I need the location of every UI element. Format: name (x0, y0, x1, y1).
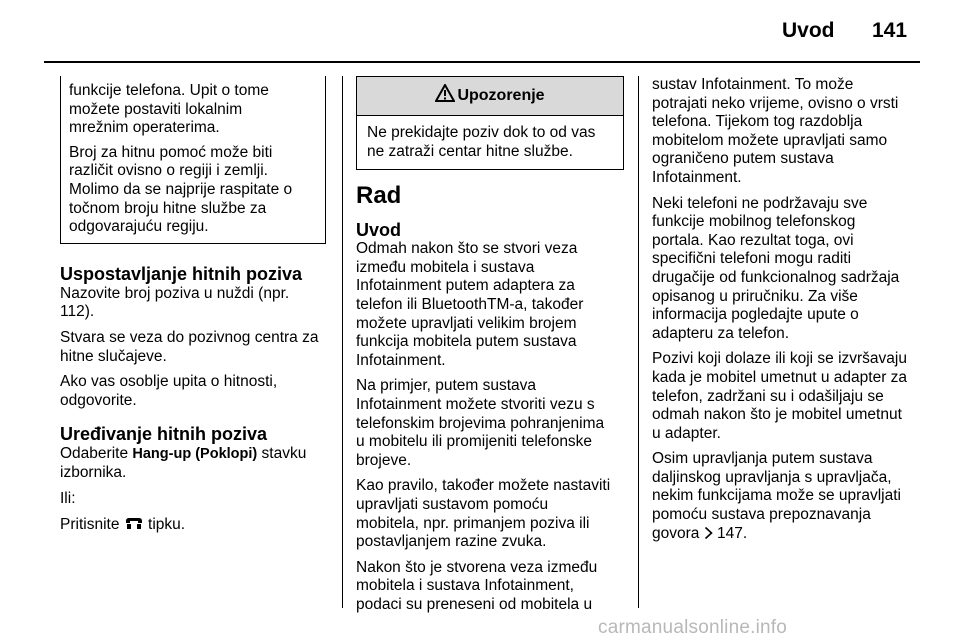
column-2 (356, 76, 624, 621)
menu-item-name: Hang-up (Poklopi) (132, 446, 258, 463)
warning-body: Ne prekidajte poziv dok to od vas ne zatraži centar hitne službe. (367, 124, 596, 160)
column-1 (60, 76, 326, 544)
section-end-call (60, 424, 326, 536)
paragraph: sustav Infotainment. To može potrajati neko vrijeme, ovisno o vrsti telefona. Tijekom tog razdoblja mobitelom možete upravljati samo ograničeno putem sustava Infotainment. (652, 76, 899, 186)
paragraph: Ako vas osoblje upita o hitnosti, odgovorite. (60, 373, 278, 409)
column-divider (342, 76, 343, 608)
paragraph: Pritisnite tipku. (60, 515, 326, 537)
paragraph: Neki telefoni ne podržavaju sve funkcije mobilnog telefonskog portala. Kao rezultat toga, ovi specifični telefoni mogu raditi drugačije od funkcionalnog sadržaja opisanog u priručniku. Za više informacija pogledajte upute o adapteru za telefon. (652, 194, 900, 342)
paragraph: Ili: (60, 489, 76, 507)
paragraph: Osim upravljanja putem sustava daljinskog upravljanja s upravljača, nekim funkcijama može se upravljati pomoću sustava prepoznavanja govora 147. (652, 450, 924, 545)
paragraph: Pozivi koji dolaze ili koji se izvršavaju kada je mobitel umetnut u adapter za telefon, zadržani su i odašiljaju se odmah nakon što je mobitel umetnut u adapter. (652, 350, 908, 442)
hang-up-phone-icon (124, 515, 144, 537)
paragraph: Stvara se veza do pozivnog centra za hitne slučajeve. (60, 328, 319, 365)
page-reference[interactable]: 147. (712, 524, 748, 542)
page-number: 141 (872, 19, 908, 42)
heading: Uspostavljanje hitnih poziva (60, 263, 303, 284)
subheading: Uvod (356, 220, 401, 241)
paragraph: Kao pravilo, također možete nastaviti upravljati sustavom pomoću mobitela, npr. primanjem poziva ili postavljanjem razine zvuka. (356, 477, 611, 551)
paragraph: Na primjer, putem sustava Infotainment možete stvoriti vezu s telefonskim brojevima pohranjenima u mobitelu ili promijeniti telefonske brojeve. (356, 377, 605, 469)
paragraph: Nazovite broj poziva u nuždi (npr. 112). (60, 284, 290, 321)
paragraph: Nakon što je stvorena veza između mobitela i sustava Infotainment, podaci su preneseni od mobitela u (356, 558, 598, 613)
section-title: Uvod (782, 19, 835, 42)
note-box (60, 76, 326, 244)
header-rule (44, 61, 920, 63)
page-reference-arrow-icon (704, 526, 713, 546)
column-3 (652, 76, 924, 552)
heading: Uređivanje hitnih poziva (60, 424, 268, 445)
section-emergency-call (60, 264, 326, 411)
paragraph: Odmah nakon što se stvori veza između mobitela i sustava Infotainment putem adaptera za telefon ili BluetoothTM-a, također možete upravljati velikim brojem funkcija mobitela putem sustava Infotainment. (356, 240, 584, 369)
note-paragraph: Broj za hitnu pomoć može biti različit ovisno o regiji i zemlji. Molimo da se najprije raspitate o točnom broju hitne službe za odgovarajuću regiju. (69, 143, 293, 236)
chapter-heading: Rad (356, 182, 402, 210)
column-divider (638, 76, 639, 608)
warning-header (357, 77, 623, 116)
warning-title: Upozorenje (457, 86, 545, 104)
paragraph: Odaberite Hang-up (Poklopi) stavku izbornika. (60, 445, 307, 481)
watermark-text: carmanualsonline.info (598, 617, 788, 638)
warning-box (356, 76, 624, 170)
note-paragraph: funkcije telefona. Upit o tome možete postaviti lokalnim mrežnim operaterima. (69, 82, 269, 137)
warning-icon (435, 84, 457, 108)
